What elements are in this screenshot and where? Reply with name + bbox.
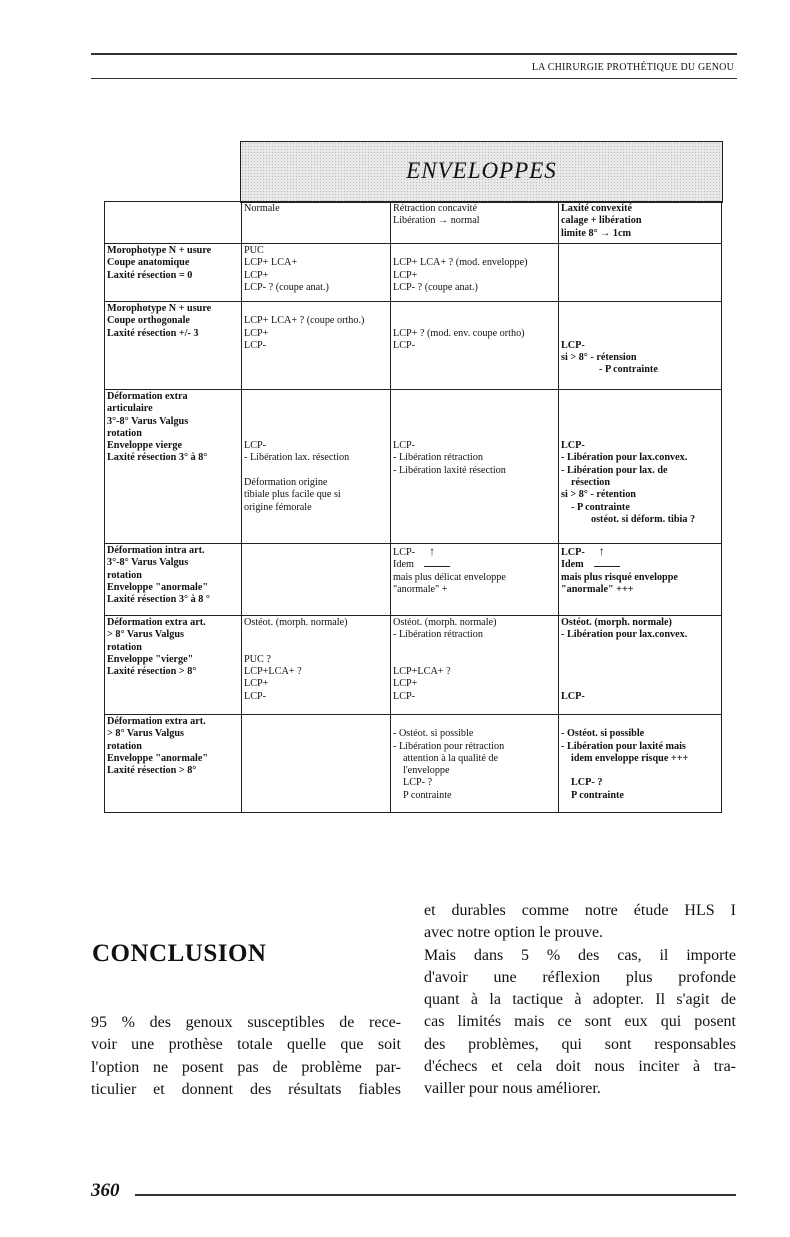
table-header-row: [105, 202, 722, 244]
cell-normale: [242, 715, 391, 813]
cell-normale: LCP- - Libération lax. résection Déformation origine tibiale plus facile que si origine fémorale: [242, 390, 391, 544]
cell-normale: Ostéot. (morph. normale) PUC ? LCP+LCA+ ? LCP+ LCP-: [242, 616, 391, 715]
cell-retraction: LCP+ ? (mod. env. coupe ortho) LCP-: [391, 302, 559, 390]
cell-normale: LCP+ LCA+ ? (coupe ortho.) LCP+ LCP-: [242, 302, 391, 390]
row-label: Déformation extra art. > 8° Varus Valgus rotation Enveloppe "vierge" Laxité résection > 8°: [105, 616, 242, 715]
cell-retraction: LCP- - Libération rétraction - Libération laxité résection: [391, 390, 559, 544]
row-label: Déformation extra articulaire 3°-8° Varus Valgus rotation Enveloppe vierge Laxité résection 3° à 8°: [105, 390, 242, 544]
row-label: Déformation intra art. 3°-8° Varus Valgus rotation Enveloppe "anormale" Laxité résection 3° à 8 °: [105, 544, 242, 616]
table-row: [105, 390, 722, 544]
table-row: [105, 244, 722, 302]
indication-table: [104, 201, 722, 813]
cell-laxite: [559, 244, 722, 302]
table-row: [105, 616, 722, 715]
cell-retraction: LCP- ↑ Idem mais plus délicat enveloppe "anormale" +: [391, 544, 559, 616]
table-title: ENVELOPPES: [406, 158, 557, 183]
page-number: 360: [91, 1180, 120, 1201]
up-arrow-icon: ↑: [429, 544, 436, 558]
up-arrow-icon: ↑: [598, 544, 605, 558]
bracket-line: [424, 566, 450, 567]
section-heading: CONCLUSION: [92, 940, 267, 967]
cell-retraction: - Ostéot. si possible - Libération pour rétraction attention à la qualité de l'enveloppe LCP- ? P contrainte: [391, 715, 559, 813]
corner-cell: [105, 202, 242, 244]
cell-retraction: Ostéot. (morph. normale) - Libération rétraction LCP+LCA+ ? LCP+ LCP-: [391, 616, 559, 715]
top-rule: [91, 53, 737, 55]
bracket-line: [594, 566, 620, 567]
left-column-text: 95 % des genoux susceptibles de rece- voir une prothèse totale quelle que soit l'option ne posent pas de problème par- ticulier et donnent des résultats fiables: [91, 1014, 401, 1098]
cell-laxite: LCP- - Libération pour lax.convex. - Libération pour lax. de résection si > 8° - rétention - P contrainte ostéot. si déform. tibia ?: [559, 390, 722, 544]
cell-laxite: LCP- si > 8° - rétension - P contrainte: [559, 302, 722, 390]
table-row: [105, 715, 722, 813]
row-label: Morophotype N + usure Coupe orthogonale Laxité résection +/- 3: [105, 302, 242, 390]
right-column-text: et durables comme notre étude HLS I avec notre option le prouve. Mais dans 5 % des cas, il importe d'avoir une réflexion plus profonde quant à la tactique à adopter. Il s'agit de cas limités mais ce sont eux qui posent des problèmes, qui sont responsables d'échecs et cela doit nous inciter à tra- vailler pour nous améliorer.: [424, 902, 736, 1098]
cell-normale: [242, 544, 391, 616]
running-title: LA CHIRURGIE PROTHÉTIQUE DU GENOU: [531, 62, 734, 73]
header-underline: [91, 78, 737, 79]
cell-laxite: LCP- ↑ Idem mais plus risqué enveloppe "anormale" +++: [559, 544, 722, 616]
row-label: Déformation extra art. > 8° Varus Valgus rotation Enveloppe "anormale" Laxité résection > 8°: [105, 715, 242, 813]
cell-laxite: Ostéot. (morph. normale) - Libération pour lax.convex. LCP-: [559, 616, 722, 715]
col-header-normale: Normale: [242, 202, 391, 244]
table-row: [105, 544, 722, 616]
cell-laxite: - Ostéot. si possible - Libération pour laxité mais idem enveloppe risque +++ LCP- ? P contrainte: [559, 715, 722, 813]
cell-retraction: LCP+ LCA+ ? (mod. enveloppe) LCP+ LCP- ? (coupe anat.): [391, 244, 559, 302]
col-header-laxite: Laxité convexité calage + libération limite 8° → 1cm: [559, 202, 722, 244]
table-row: [105, 302, 722, 390]
footer-rule: [135, 1194, 736, 1196]
table-title-box: [240, 141, 723, 203]
row-label: Morophotype N + usure Coupe anatomique Laxité résection = 0: [105, 244, 242, 302]
cell-normale: PUC LCP+ LCA+ LCP+ LCP- ? (coupe anat.): [242, 244, 391, 302]
col-header-retraction: Rétraction concavité Libération → normal: [391, 202, 559, 244]
